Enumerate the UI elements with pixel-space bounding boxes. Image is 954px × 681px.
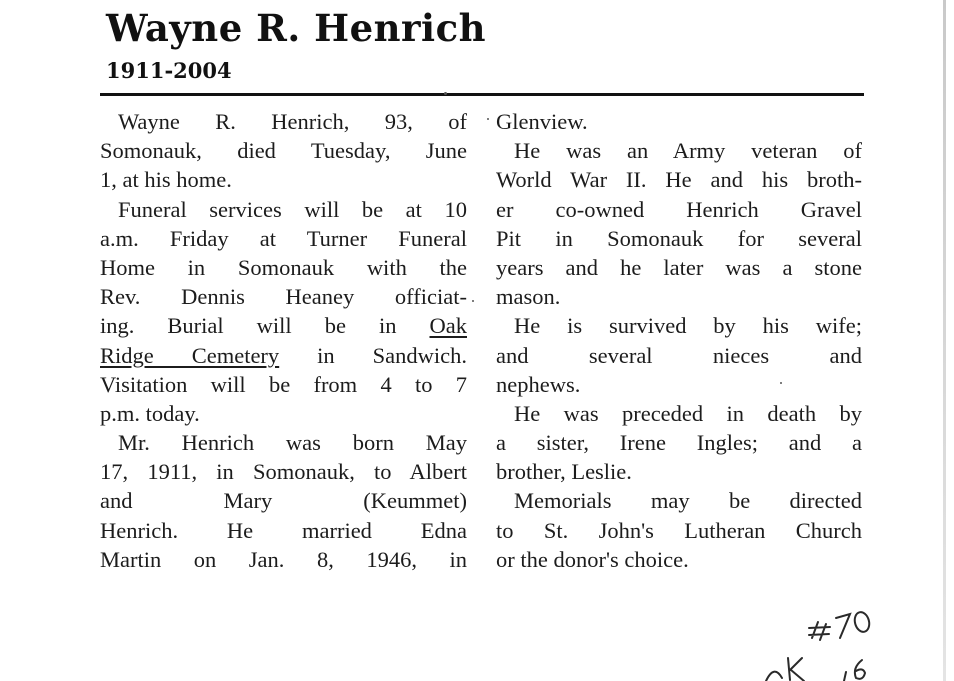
left-column-line: Mr. Henrich was born May bbox=[118, 430, 467, 456]
handwritten-annotation bbox=[760, 598, 890, 681]
right-column-line: a sister, Irene Ingles; and a bbox=[496, 430, 862, 456]
header-divider bbox=[100, 93, 864, 96]
left-column-line: 17, 1911, in Somonauk, to Albert bbox=[100, 459, 467, 485]
left-column-line: Visitation will be from 4 to 7 bbox=[100, 371, 467, 397]
right-column-line: brother, Leslie. bbox=[496, 459, 632, 485]
scan-speck bbox=[444, 92, 447, 95]
life-years: 1911-2004 bbox=[106, 58, 232, 83]
left-column-line: a.m. Friday at Turner Funeral bbox=[100, 225, 467, 251]
right-column-line: and several nieces and bbox=[496, 342, 862, 368]
left-column-line: Home in Somonauk with the bbox=[100, 254, 467, 280]
right-column-line: er co-owned Henrich Gravel bbox=[496, 196, 862, 222]
right-column-line: He is survived by his wife; bbox=[514, 313, 862, 339]
left-column-line: ing. Burial will be in Oak bbox=[100, 313, 467, 339]
left-column-line: Martin on Jan. 8, 1946, in bbox=[100, 546, 467, 572]
left-column-line: Rev. Dennis Heaney officiat- bbox=[100, 284, 467, 310]
right-column-line: Pit in Somonauk for several bbox=[496, 225, 862, 251]
left-column-line: Ridge Cemetery in Sandwich. bbox=[100, 342, 467, 368]
left-column-line: Funeral services will be at 10 bbox=[118, 196, 467, 222]
left-column-line: p.m. today. bbox=[100, 400, 200, 426]
scan-speck bbox=[487, 118, 489, 120]
left-column-line: 1, at his home. bbox=[100, 167, 232, 193]
right-column-line: mason. bbox=[496, 284, 561, 310]
scan-speck bbox=[472, 300, 474, 302]
right-column-line: He was preceded in death by bbox=[514, 400, 862, 426]
right-column-line: Memorials may be directed bbox=[514, 488, 862, 514]
scan-speck bbox=[780, 382, 782, 384]
right-column-line: Glenview. bbox=[496, 109, 588, 134]
left-column-line: Henrich. He married Edna bbox=[100, 517, 467, 543]
scan-edge bbox=[943, 0, 946, 681]
right-column-line: He was an Army veteran of bbox=[514, 138, 862, 164]
right-column-line: to St. John's Lutheran Church bbox=[496, 517, 862, 543]
left-column bbox=[100, 107, 467, 574]
right-column bbox=[496, 107, 862, 574]
right-column-line: years and he later was a stone bbox=[496, 254, 862, 280]
right-column-line: or the donor's choice. bbox=[496, 546, 689, 572]
right-column-line: nephews. bbox=[496, 371, 581, 397]
left-column-line: Somonauk, died Tuesday, June bbox=[100, 138, 467, 164]
right-column-line: World War II. He and his broth- bbox=[496, 167, 862, 193]
left-column-line: and Mary (Keummet) bbox=[100, 488, 467, 514]
left-column-line: Wayne R. Henrich, 93, of bbox=[118, 109, 467, 134]
obituary-title: Wayne R. Henrich bbox=[106, 6, 487, 50]
